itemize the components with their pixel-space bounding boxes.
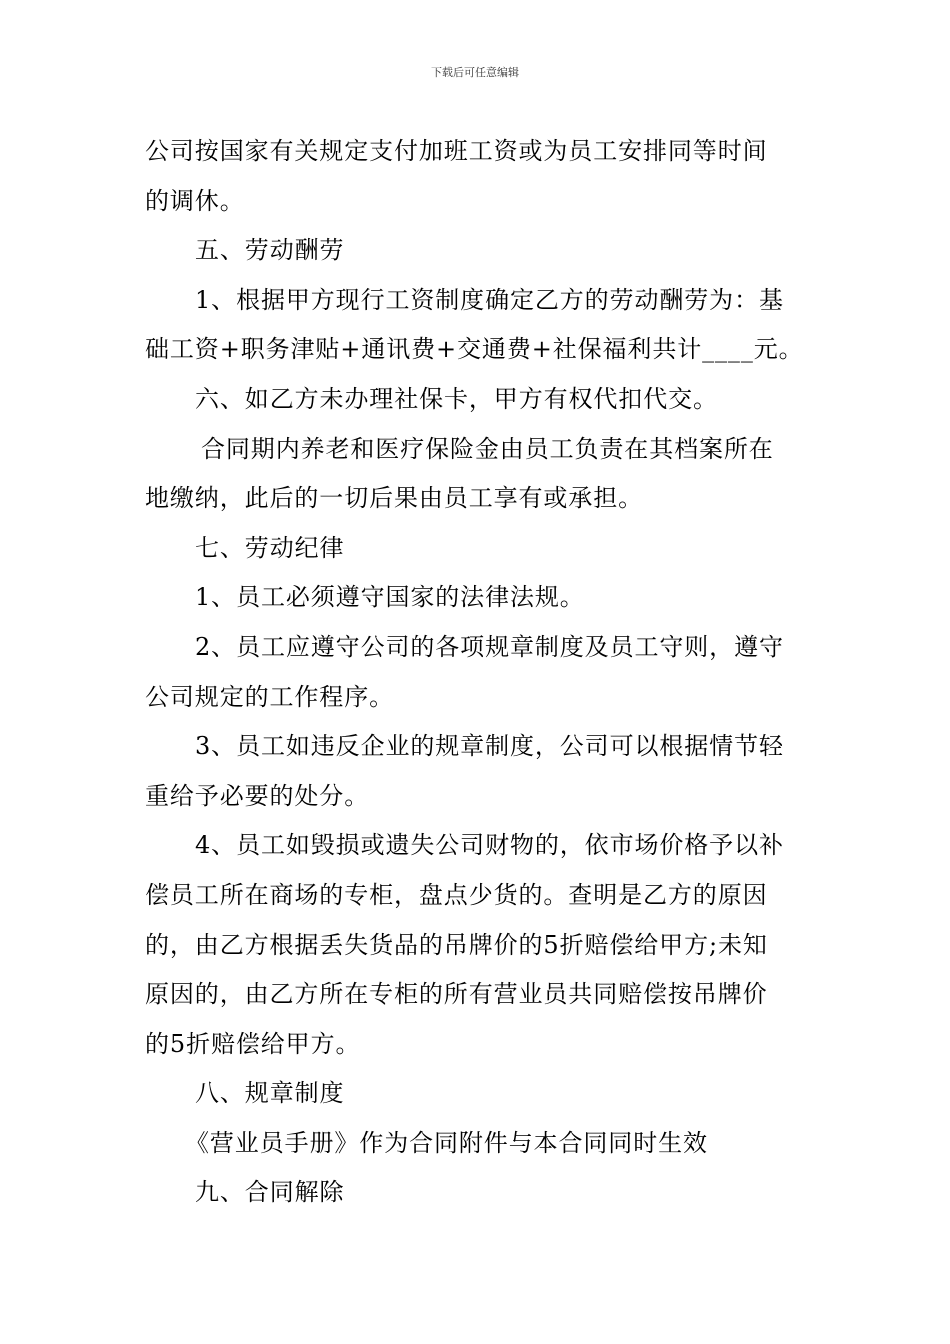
section-heading: 五、劳动酬劳 xyxy=(195,236,345,265)
section-heading: 八、规章制度 xyxy=(195,1079,345,1108)
paragraph-line: 2、员工应遵守公司的各项规章制度及员工守则，遵守 xyxy=(195,632,784,661)
section-heading: 六、如乙方未办理社保卡，甲方有权代扣代交。 xyxy=(195,384,718,413)
document-body xyxy=(145,127,810,1218)
paragraph-line: 重给予必要的处分。 xyxy=(145,781,370,810)
section-heading: 七、劳动纪律 xyxy=(195,533,345,562)
paragraph-line: 的调休。 xyxy=(145,186,245,215)
paragraph-line: 公司按国家有关规定支付加班工资或为员工安排同等时间 xyxy=(145,137,768,165)
paragraph-line: 地缴纳，此后的一切后果由员工享有或承担。 xyxy=(145,484,643,513)
paragraph-line: 合同期内养老和医疗保险金由员工负责在其档案所在 xyxy=(201,434,774,463)
paragraph-line: 4、员工如毁损或遗失公司财物的，依市场价格予以补 xyxy=(195,831,784,860)
paragraph-line: 原因的，由乙方所在专柜的所有营业员共同赔偿按吊牌价 xyxy=(145,980,768,1009)
paragraph-line: 《营业员手册》作为合同附件与本合同同时生效 xyxy=(185,1128,708,1157)
section-heading: 九、合同解除 xyxy=(195,1178,345,1207)
paragraph-line: 的，由乙方根据丢失货品的吊牌价的5折赔偿给甲方;未知 xyxy=(145,930,768,959)
paragraph-line: 偿员工所在商场的专柜，盘点少货的。查明是乙方的原因 xyxy=(145,880,768,909)
paragraph-line: 1、员工必须遵守国家的法律法规。 xyxy=(195,583,585,612)
paragraph-line: 3、员工如违反企业的规章制度，公司可以根据情节轻 xyxy=(195,732,784,761)
paragraph-line: 1、根据甲方现行工资制度确定乙方的劳动酬劳为：基 xyxy=(195,285,784,314)
paragraph-line: 的5折赔偿给甲方。 xyxy=(145,1029,361,1058)
paragraph-line: 公司规定的工作程序。 xyxy=(145,682,394,711)
paragraph-line: 础工资+职务津贴+通讯费+交通费+社保福利共计____元。 xyxy=(145,335,804,364)
page-header: 下载后可任意编辑 xyxy=(431,66,519,79)
